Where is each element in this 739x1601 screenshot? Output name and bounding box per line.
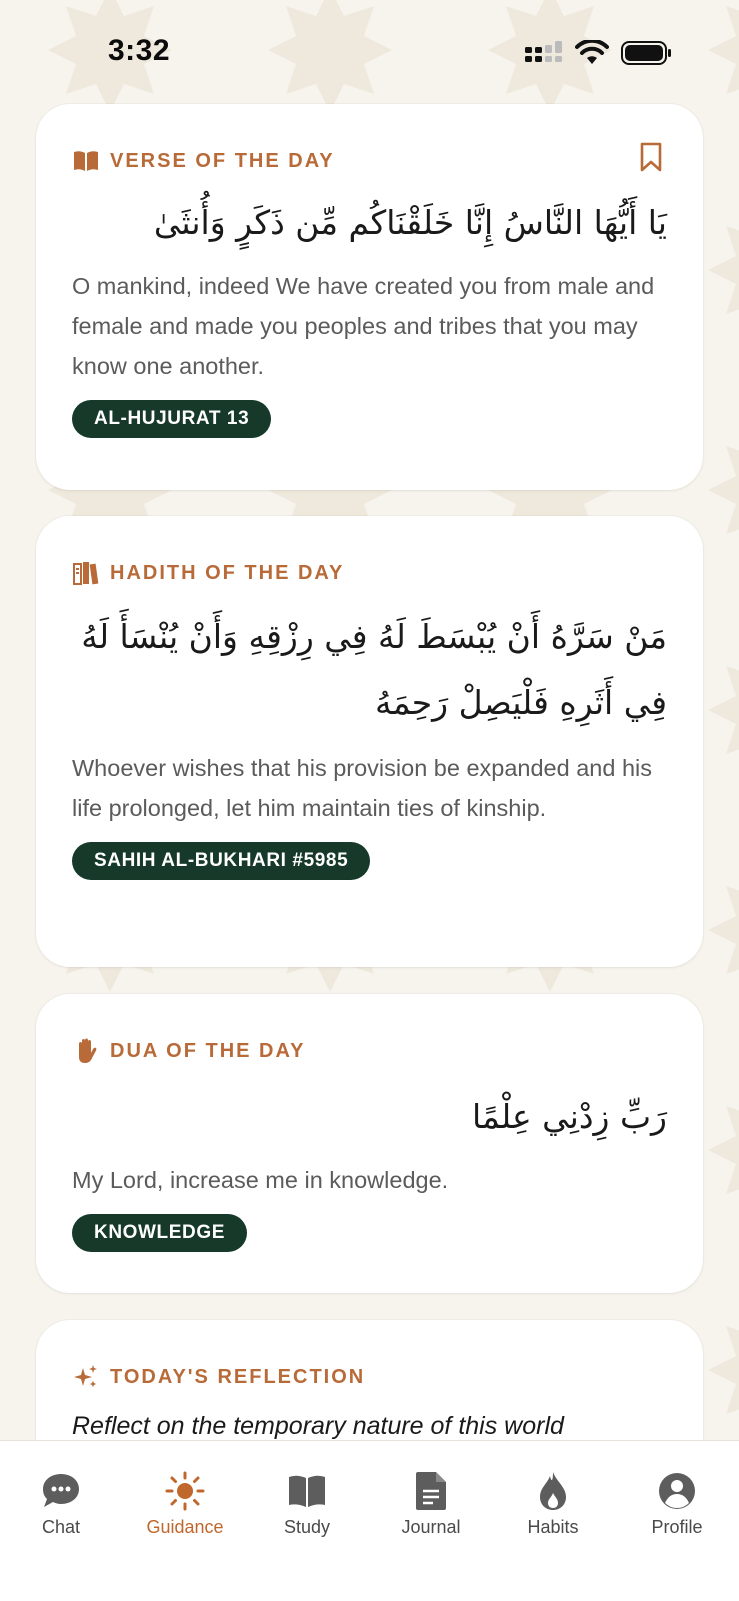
verse-translation: O mankind, indeed We have created you from male and female and made you peoples and tribes that you may know one another. bbox=[72, 273, 655, 379]
hadith-reference-tag[interactable]: SAHIH AL-BUKHARI #5985 bbox=[72, 842, 370, 880]
dua-card-header bbox=[72, 1036, 667, 1066]
flame-icon bbox=[498, 1469, 608, 1513]
reflection-card-header bbox=[72, 1362, 667, 1392]
verse-card-header bbox=[72, 146, 667, 176]
bookmark-icon[interactable] bbox=[639, 142, 663, 177]
tab-habits-label: Habits bbox=[527, 1517, 579, 1537]
verse-reference-tag[interactable]: AL-HUJURAT 13 bbox=[72, 400, 271, 438]
book-icon bbox=[252, 1469, 362, 1513]
hadith-card-title: HADITH OF THE DAY bbox=[110, 561, 345, 584]
wifi-icon bbox=[575, 40, 609, 66]
user-circle-icon bbox=[622, 1469, 732, 1513]
open-book-icon bbox=[72, 147, 100, 175]
tab-profile[interactable] bbox=[622, 1469, 732, 1538]
battery-icon bbox=[621, 40, 673, 66]
dua-card-title: DUA OF THE DAY bbox=[110, 1039, 306, 1062]
tab-study-label: Study bbox=[283, 1517, 331, 1537]
status-bar bbox=[0, 0, 739, 100]
verse-arabic: يَا أَيُّهَا النَّاسُ إِنَّا خَلَقْنَاكُم مِّن ذَكَرٍ وَأُنثَىٰ bbox=[153, 203, 667, 242]
tab-chat-label: Chat bbox=[41, 1517, 81, 1537]
tab-chat[interactable] bbox=[6, 1469, 116, 1538]
reflection-card bbox=[36, 1320, 703, 1440]
verse-card-title: VERSE OF THE DAY bbox=[110, 149, 335, 172]
dua-arabic: رَبِّ زِدْنِي عِلْمًا bbox=[471, 1097, 667, 1136]
status-icons bbox=[525, 40, 673, 66]
books-icon bbox=[72, 559, 100, 587]
raised-hand-icon bbox=[72, 1037, 100, 1065]
status-time: 3:32 bbox=[108, 34, 171, 67]
tab-journal-label: Journal bbox=[401, 1517, 461, 1537]
hadith-card-header bbox=[72, 558, 667, 588]
tab-profile-label: Profile bbox=[651, 1517, 703, 1537]
reflection-text: Reflect on the temporary nature of this world bbox=[72, 1412, 564, 1440]
document-icon bbox=[376, 1469, 486, 1513]
tab-guidance[interactable] bbox=[130, 1469, 240, 1538]
hadith-arabic: مَنْ سَرَّهُ أَنْ يُبْسَطَ لَهُ فِي رِزْقِهِ وَأَنْ يُنْسَأَ لَهُ فِي أَثَرِهِ فَلْيَصِلْ رَحِمَهُ bbox=[81, 617, 667, 722]
tab-journal[interactable] bbox=[376, 1469, 486, 1538]
hadith-card bbox=[36, 516, 703, 967]
tab-study[interactable] bbox=[252, 1469, 362, 1538]
dua-category-tag[interactable]: KNOWLEDGE bbox=[72, 1214, 247, 1252]
verse-card bbox=[36, 104, 703, 490]
dua-translation: My Lord, increase me in knowledge. bbox=[72, 1167, 449, 1193]
bottom-tab-bar bbox=[0, 1440, 739, 1601]
tab-habits[interactable] bbox=[498, 1469, 608, 1538]
chat-bubble-icon bbox=[6, 1469, 116, 1513]
tab-guidance-label: Guidance bbox=[146, 1517, 224, 1537]
sun-icon bbox=[130, 1469, 240, 1513]
sparkles-icon bbox=[72, 1363, 100, 1391]
dua-card bbox=[36, 994, 703, 1293]
cellular-signal-icon bbox=[525, 41, 563, 65]
hadith-translation: Whoever wishes that his provision be expanded and his life prolonged, let him maintain ties of kinship. bbox=[72, 755, 653, 821]
reflection-card-title: TODAY'S REFLECTION bbox=[110, 1365, 366, 1388]
